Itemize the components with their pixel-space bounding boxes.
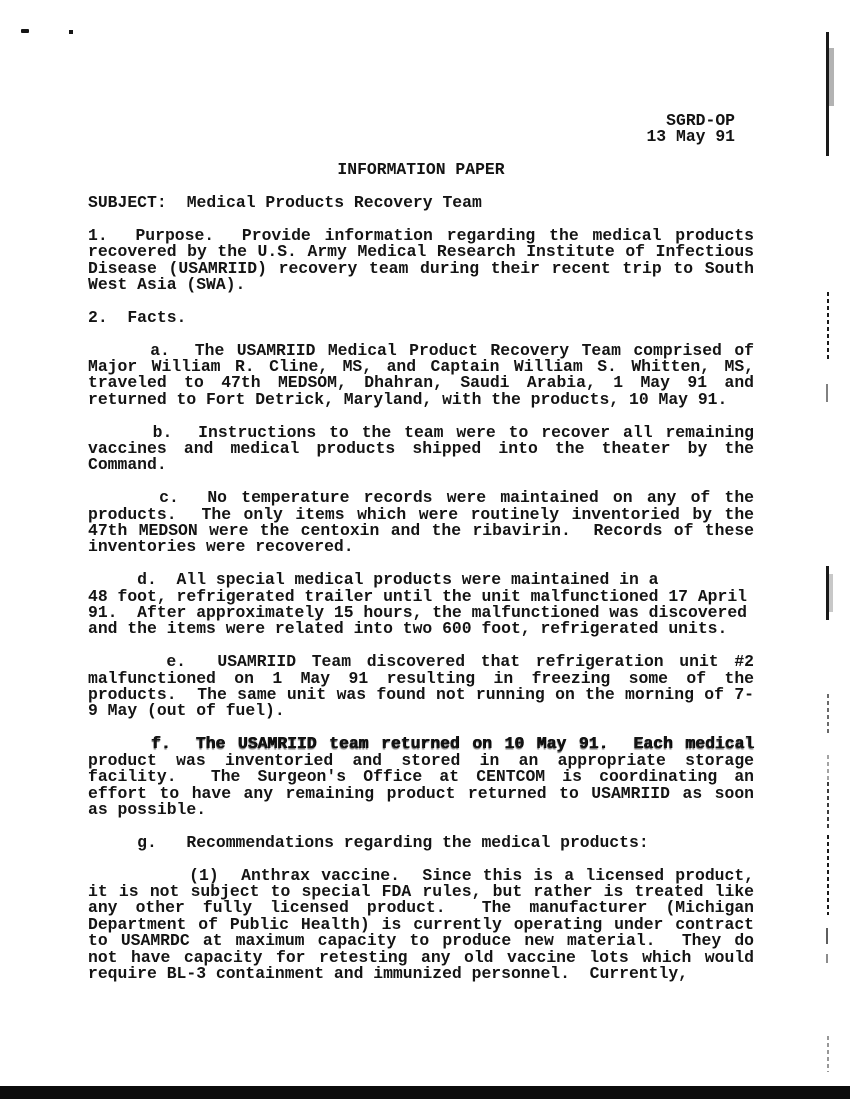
subject-line (88, 195, 754, 211)
scan-artifact-right-line (826, 954, 828, 963)
document-date: 13 May 91 (646, 127, 735, 147)
letterhead (88, 113, 754, 146)
document-line: (1) Anthrax vaccine. Since this is a licensed product, (88, 865, 754, 885)
document-line: vaccines and medical products shipped into the theater by the (88, 439, 754, 459)
scan-artifact-right-line (826, 928, 828, 944)
subject-label: SUBJECT: (88, 193, 167, 212)
document-paragraphs (88, 225, 754, 983)
document-line: malfunctioned on 1 May 91 resulting in freezing some of the (88, 668, 754, 688)
document-line: returned to Fort Detrick, Maryland, with the products, 10 May 91. (88, 389, 728, 409)
document-line: recovered by the U.S. Army Medical Research Institute of Infectious (88, 242, 754, 262)
document-line: products. The only items which were routinely inventoried by the (88, 504, 754, 524)
document-line: as possible. (88, 799, 207, 819)
para-2g1 (88, 865, 754, 983)
document-line: inventories were recovered. (88, 537, 354, 557)
document-line: not have capacity for retesting any old vaccine lots which would (88, 947, 754, 967)
para-1-purpose (88, 225, 754, 295)
document-line: d. All special medical products were maintained in a (88, 570, 659, 590)
document-line: b. Instructions to the team were to recover all remaining (88, 422, 754, 442)
para-2g (88, 832, 754, 852)
document-line: any other fully licensed product. The manufacturer (Michigan (88, 898, 754, 918)
scan-artifact-right-line (827, 292, 829, 360)
document-line: to USAMRDC at maximum capacity to produce new material. They do (88, 931, 754, 951)
document-line: Command. (88, 455, 167, 475)
document-line: g. Recommendations regarding the medical products: (88, 832, 649, 852)
document-line: traveled to 47th MEDSOM, Dhahran, Saudi Arabia, 1 May 91 and (88, 373, 754, 393)
document-title-text: INFORMATION PAPER (337, 160, 505, 180)
para-2b (88, 422, 754, 475)
document-line: it is not subject to special FDA rules, but rather is treated like (88, 881, 754, 901)
document-line: West Asia (SWA). (88, 275, 246, 295)
scan-artifact-right-line (829, 574, 833, 612)
document-line: Major William R. Cline, MS, and Captain William S. Whitten, MS, (88, 357, 754, 377)
scan-artifact-right-line (827, 782, 829, 830)
para-2a (88, 340, 754, 409)
document-line: e. USAMRIID Team discovered that refrigeration unit #2 (88, 652, 754, 672)
document-line: product was inventoried and stored in an appropriate storage (88, 750, 754, 770)
document-line: f. The USAMRIID team returned on 10 May 91. Each medical (88, 734, 754, 754)
document-title (88, 162, 754, 178)
document-line: c. No temperature records were maintained on any of the (88, 488, 754, 508)
para-2f (88, 736, 754, 818)
document-body (88, 113, 754, 999)
document-line: a. The USAMRIID Medical Product Recovery Team comprised of (88, 340, 754, 360)
scan-artifact-right-line (827, 755, 829, 781)
scan-artifact-right-line (827, 835, 829, 915)
document-line: and the items were related into two 600 foot, refrigerated units. (88, 619, 728, 639)
scan-artifact-top-dash (21, 29, 29, 33)
document-line: 1. Purpose. Provide information regarding the medical products (88, 225, 754, 245)
scan-artifact-right-line (827, 694, 829, 734)
para-2e (88, 654, 754, 720)
document-line: effort to have any remaining product returned to USAMRIID as soon (88, 783, 754, 803)
scan-artifact-right-line (829, 48, 834, 106)
document-line: products. The same unit was found not running on the morning of 7- (88, 685, 754, 705)
para-2c (88, 490, 754, 556)
document-line: 91. After approximately 15 hours, the malfunctioned was discovered (88, 603, 748, 623)
scan-artifact-top-dot (69, 30, 73, 34)
para-2d (88, 572, 754, 638)
scan-artifact-bottom-bar (0, 1086, 850, 1099)
document-line: 2. Facts. (88, 307, 187, 327)
document-line: Department of Public Health) is currently operating under contract (88, 914, 754, 934)
document-line: 47th MEDSON were the centoxin and the ribavirin. Records of these (88, 521, 754, 541)
office-symbol: SGRD-OP (666, 111, 735, 130)
document-line: Disease (USAMRIID) recovery team during their recent trip to South (88, 258, 754, 278)
scan-artifact-right-line (826, 384, 828, 402)
document-line: facility. The Surgeon's Office at CENTCOM is coordinating an (88, 767, 754, 787)
document-line: 48 foot, refrigerated trailer until the unit malfunctioned 17 April (88, 586, 748, 606)
scan-artifact-right-line (827, 1036, 829, 1072)
document-line: 9 May (out of fuel). (88, 701, 285, 721)
para-2-facts (88, 307, 754, 327)
subject-value: Medical Products Recovery Team (186, 193, 482, 212)
document-line: require BL-3 containment and immunized personnel. Currently, (88, 963, 688, 983)
